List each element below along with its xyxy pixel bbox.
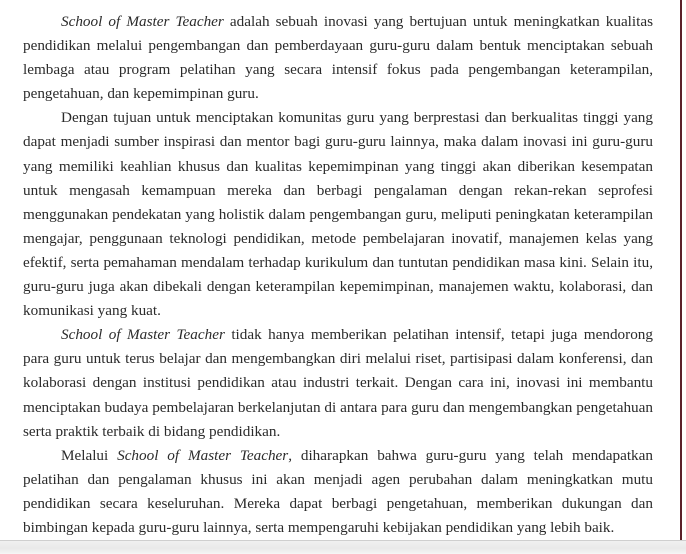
right-margin-rule (680, 0, 682, 540)
paragraph-text: adalah sebuah inovasi yang bertujuan untuk meningkatkan kualitas pendidikan melalui pengembangan dan pemberdayaan guru-guru dalam bentuk menciptakan sebuah lembaga atau program pelatihan yang secara intensif fokus pada pengembangan keterampilan, pengetahuan, dan kepemimpinan guru. (23, 13, 653, 103)
page-bottom-shadow (0, 540, 686, 554)
paragraph-4 (23, 444, 653, 540)
paragraph-text: , diharapkan bahwa guru-guru yang telah mendapatkan pelatihan dan pengalaman khusus ini akan menjadi agen perubahan dalam meningkatkan mutu pendidikan secara keseluruhan. Mereka dapat berbagi pengetahuan, memberikan dukungan dan bimbingan kepada guru-guru lainnya, serta mempengaruhi kebijakan pendidikan yang lebih baik. (23, 446, 653, 536)
paragraph-text: tidak hanya memberikan pelatihan intensif, tetapi juga mendorong para guru untuk terus belajar dan mengembangkan diri melalui riset, partisipasi dalam konferensi, dan kolaborasi dengan institusi pendidikan atau industri terkait. Dengan cara ini, inovasi ini membantu menciptakan budaya pembelajaran berkelanjutan di antara para guru dan mengembangkan pengetahuan serta praktik terbaik di bidang pendidikan. (23, 326, 653, 440)
italic-term: School of Master Teacher (117, 446, 289, 464)
body-text (23, 10, 653, 540)
paragraph-1 (23, 10, 653, 106)
paragraph-prefix: Melalui (61, 446, 118, 464)
paragraph-2 (23, 106, 653, 323)
page-bottom-divider (0, 540, 686, 541)
italic-term: School of Master Teacher (61, 326, 225, 344)
italic-term: School of Master Teacher (61, 13, 224, 30)
paragraph-text: Dengan tujuan untuk menciptakan komunitas guru yang berprestasi dan berkualitas tinggi yang dapat menjadi sumber inspirasi dan mentor bagi guru-guru lainnya, maka dalam inovasi ini guru-guru yang memiliki keahlian khusus dan kualitas kepemimpinan yang tinggi akan diberikan kesempatan untuk mengasah kemampuan mereka dan berbagi pengalaman dengan rekan-rekan seprofesi menggunakan pendekatan yang holistik dalam pengembangan guru, meliputi peningkatan keterampilan mengajar, penggunaan teknologi pendidikan, metode pembelajaran inovatif, manajemen kelas yang efektif, serta pemahaman mendalam terhadap kurikulum dan tuntutan pendidikan masa kini. Selain itu, guru-guru juga akan dibekali dengan keterampilan kepemimpinan, manajemen waktu, kolaborasi, dan komunikasi yang kuat. (23, 109, 653, 320)
paragraph-3 (23, 323, 653, 443)
